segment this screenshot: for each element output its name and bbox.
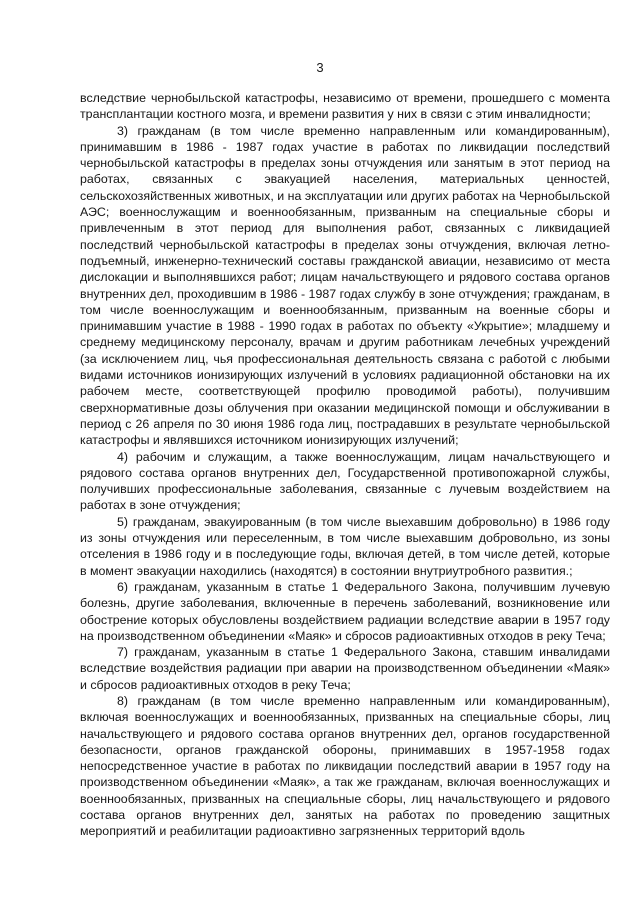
paragraph-item-3: 3) гражданам (в том числе временно направленным или командированным), принимавшим в 1986 - 1987 годах участие в работах по ликвидации последствий чернобыльской катастрофы в пределах зоны отчуждения или занятым в этот период на работах, связанных с эвакуацией населения, материальных ценностей, сельскохозяйственных животных, и на эксплуатации или других работах на Чернобыльской АЭС; военнослужащим и военнообязанным, призванным на специальные сборы и привлеченным в этот период для выполнения работ, связанных с ликвидацией последствий чернобыльской катастрофы в пределах зоны отчуждения, включая летно-подъемный, инженерно-технический составы гражданской авиации, независимо от места дислокации и выполнявшихся работ; лицам начальствующего и рядового состава органов внутренних дел, проходившим в 1986 - 1987 годах службу в зоне отчуждения; гражданам, в том числе военнослужащим и военнообязанным, призванным на военные сборы и принимавшим участие в 1988 - 1990 годах в работах по объекту «Укрытие»; младшему и среднему медицинскому персоналу, врачам и другим работникам лечебных учреждений (за исключением лиц, чья профессиональная деятельность связана с работой с любыми видами источников ионизирующих излучений в условиях радиационной обстановки на их рабочем месте, соответствующей профилю проводимой работы), получившим сверхнормативные дозы облучения при оказании медицинской помощи и обслуживании в период с 26 апреля по 30 июня 1986 года лиц, пострадавших в результате чернобыльской катастрофы и являвшихся источником ионизирующих излучений; (80, 123, 610, 448)
paragraph-item-6: 6) гражданам, указанным в статье 1 Федерального Закона, получившим лучевую болезнь, другие заболевания, включенные в перечень заболеваний, возникновение или обострение которых обусловлены воздействием радиации вследствие аварии в 1957 году на производственном объединении «Маяк» и сбросов радиоактивных отходов в реку Теча; (80, 579, 610, 643)
page-number: 3 (316, 60, 324, 75)
paragraph-item-7: 7) гражданам, указанным в статье 1 Федерального Закона, ставшим инвалидами вследствие воздействия радиации при аварии на производственном объединении «Маяк» и сбросов радиоактивных отходов в реку Теча; (80, 645, 610, 692)
document-body (80, 90, 610, 840)
paragraph-continuation: вследствие чернобыльской катастрофы, независимо от времени, прошедшего с момента трансплантации костного мозга, и времени развития у них в связи с этим инвалидности; (80, 91, 610, 122)
paragraph-item-4: 4) рабочим и служащим, а также военнослужащим, лицам начальствующего и рядового состава органов внутренних дел, Государственной противопожарной службы, получивших профессиональные заболевания, связанные с лучевым воздействием на работах в зоне отчуждения; (80, 449, 610, 513)
paragraph-item-5: 5) гражданам, эвакуированным (в том числе выехавшим добровольно) в 1986 году из зоны отчуждения или переселенным, в том числе выехавшим добровольно, из зоны отселения в 1986 году и в последующие годы, включая детей, в том числе детей, которые в момент эвакуации находились (находятся) в состоянии внутриутробного развития.; (80, 514, 610, 578)
paragraph-item-8: 8) гражданам (в том числе временно направленным или командированным), включая военнослужащих и военнообязанных, призванных на специальные сборы, лиц начальствующего и рядового состава органов внутренних дел, органов государственной безопасности, органов гражданской обороны, принимавших в 1957-1958 годах непосредственное участие в работах по ликвидации последствий аварии в 1957 году на производственном объединении «Маяк», а так же гражданам, включая военнослужащих и военнообязанных, призванных на специальные сборы, лиц начальствующего и рядового состава органов внутренних дел, занятых на работах по проведению защитных мероприятий и реабилитации радиоактивно загрязненных территорий вдоль (80, 693, 610, 839)
